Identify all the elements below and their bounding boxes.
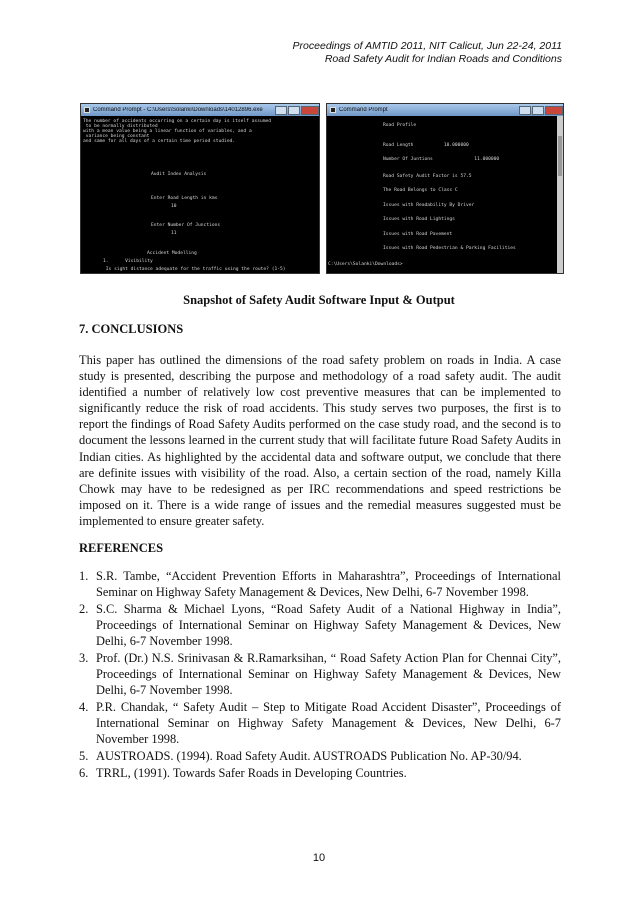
console-line: Road Length 10.000000 bbox=[383, 143, 469, 148]
reference-text: TRRL, (1991). Towards Safer Roads in Developing Countries. bbox=[96, 766, 407, 780]
reference-text: S.C. Sharma & Michael Lyons, “Road Safety Audit of a National Highway in India”, Proceedings of International Seminar on Highway Safety Management & Devices, New Delhi, 6-7 November 1998. bbox=[96, 602, 561, 648]
console-title: Command Prompt bbox=[339, 107, 388, 113]
reference-item bbox=[79, 601, 561, 649]
console-line: Issues with Road Lightings bbox=[383, 217, 455, 222]
maximize-icon bbox=[532, 106, 544, 115]
references-heading: REFERENCES bbox=[79, 541, 164, 555]
console-line: Issues with Readability By Driver bbox=[383, 203, 475, 208]
software-screenshots bbox=[80, 103, 564, 274]
console-line: Issues with Road Pavement bbox=[383, 232, 453, 237]
header-paper-title: Road Safety Audit for Indian Roads and Conditions bbox=[324, 53, 562, 65]
console-line: 10 bbox=[171, 204, 177, 209]
running-header bbox=[293, 40, 562, 66]
console-title: Command Prompt - C:\Users\Solanki\Downloads\14012896.exe bbox=[93, 107, 263, 113]
reference-number: 2. bbox=[79, 602, 89, 616]
console-line: The Road Belongs to Class C bbox=[383, 188, 458, 193]
console-line: Enter Road Length in kms bbox=[151, 196, 218, 201]
minimize-icon bbox=[519, 106, 531, 115]
console-line: Is sight distance adequate for the traffic using the route? (1-5) bbox=[103, 267, 286, 272]
console-titlebar bbox=[81, 104, 319, 116]
console-line: to be normally distributed bbox=[83, 124, 158, 129]
reference-item bbox=[79, 650, 561, 698]
console-line: Accident Modelling bbox=[147, 251, 197, 256]
console-output bbox=[327, 116, 563, 274]
conclusions-paragraph: This paper has outlined the dimensions of the road safety problem on roads in India. A case study is presented, describing the purpose and methodology of a road safety audit. The audit identified a number of relatively low cost preventive measures that can be implemented to significantly reduce the risk of road accidents. This study serves two purposes, the first is to report the findings of Road Safety Audits performed on the case study road, and the second is to document the lessons learned in the current study that will facilitate future Road Safety Audits in Indian cities. As highlighted by the accidental data and software output, we conclude that there are definite issues with visibility of the road. Also, a certain section of the road, namely Killa Chowk may have to be redesigned as per IRC recommendations and speed restrictions be imposed on it. There is a wide range of issues and the remedial measures suggested must be implemented to ensure greater safety. bbox=[79, 353, 561, 528]
reference-text: AUSTROADS. (1994). Road Safety Audit. AUSTROADS Publication No. AP-30/94. bbox=[96, 749, 522, 763]
window-controls bbox=[518, 106, 563, 115]
reference-text: P.R. Chandak, “ Safety Audit – Step to Mitigate Road Accident Disaster”, Proceedings of International Seminar on Highway Safety Management & Devices, New Delhi, 6-7 November 1998. bbox=[96, 700, 561, 746]
console-line: Audit Index Analysis bbox=[151, 172, 207, 177]
console-line: variance being constant bbox=[83, 134, 150, 139]
reference-text: Prof. (Dr.) N.S. Srinivasan & R.Ramarksihan, “ Road Safety Action Plan for Chennai City”, Proceedings of International Seminar on Highway Safety Management & Devices, New Delhi, 6-7 November 1998. bbox=[96, 651, 561, 697]
header-proceedings: Proceedings of AMTID 2011, NIT Calicut, Jun 22-24, 2011 bbox=[292, 40, 562, 52]
console-line: 11 bbox=[171, 231, 177, 236]
reference-number: 3. bbox=[79, 651, 89, 665]
console-line: 1. Visibility bbox=[103, 259, 153, 264]
reference-number: 4. bbox=[79, 700, 89, 714]
console-line: Enter Number Of Junctions bbox=[151, 223, 221, 228]
conclusions-heading: 7. CONCLUSIONS bbox=[79, 322, 184, 336]
close-icon bbox=[301, 106, 319, 115]
reference-number: 5. bbox=[79, 749, 89, 763]
reference-item bbox=[79, 765, 561, 781]
console-line: Road Safety Audit Factor is 57.5 bbox=[383, 174, 472, 179]
window-controls bbox=[274, 106, 319, 115]
console-line: Number Of Juntions 11.000000 bbox=[383, 157, 500, 162]
console-scrollbar bbox=[557, 116, 563, 274]
console-line: Issues with Road Pedestrian & Parking Facilities bbox=[383, 246, 516, 251]
page-number: 10 bbox=[312, 852, 326, 864]
figure-caption: Snapshot of Safety Audit Software Input & Output bbox=[183, 293, 455, 307]
console-output bbox=[81, 116, 319, 274]
minimize-icon bbox=[275, 106, 287, 115]
references-list bbox=[79, 568, 561, 782]
console-prompt: C:\Users\Solanki\Downloads> bbox=[328, 262, 403, 267]
input-console-window bbox=[80, 103, 320, 274]
close-icon bbox=[545, 106, 563, 115]
reference-number: 6. bbox=[79, 766, 89, 780]
reference-item bbox=[79, 568, 561, 600]
console-line: The number of accidents occurring on a certain day is itself assumed bbox=[83, 119, 272, 124]
console-icon bbox=[330, 107, 336, 113]
console-titlebar bbox=[327, 104, 563, 116]
reference-item bbox=[79, 748, 561, 764]
output-console-window bbox=[326, 103, 564, 274]
console-line: Road Profile bbox=[383, 123, 417, 128]
reference-text: S.R. Tambe, “Accident Prevention Efforts in Maharashtra”, Proceedings of International Seminar on Highway Safety Management & Devices, New Delhi, 6-7 November 1998. bbox=[96, 569, 561, 599]
console-line: with a mean value being a linear function of variables, and a bbox=[83, 129, 252, 134]
reference-number: 1. bbox=[79, 569, 89, 583]
reference-item bbox=[79, 699, 561, 747]
maximize-icon bbox=[288, 106, 300, 115]
console-line: and same for all days of a certain time period studied. bbox=[83, 139, 236, 144]
console-icon bbox=[84, 107, 90, 113]
